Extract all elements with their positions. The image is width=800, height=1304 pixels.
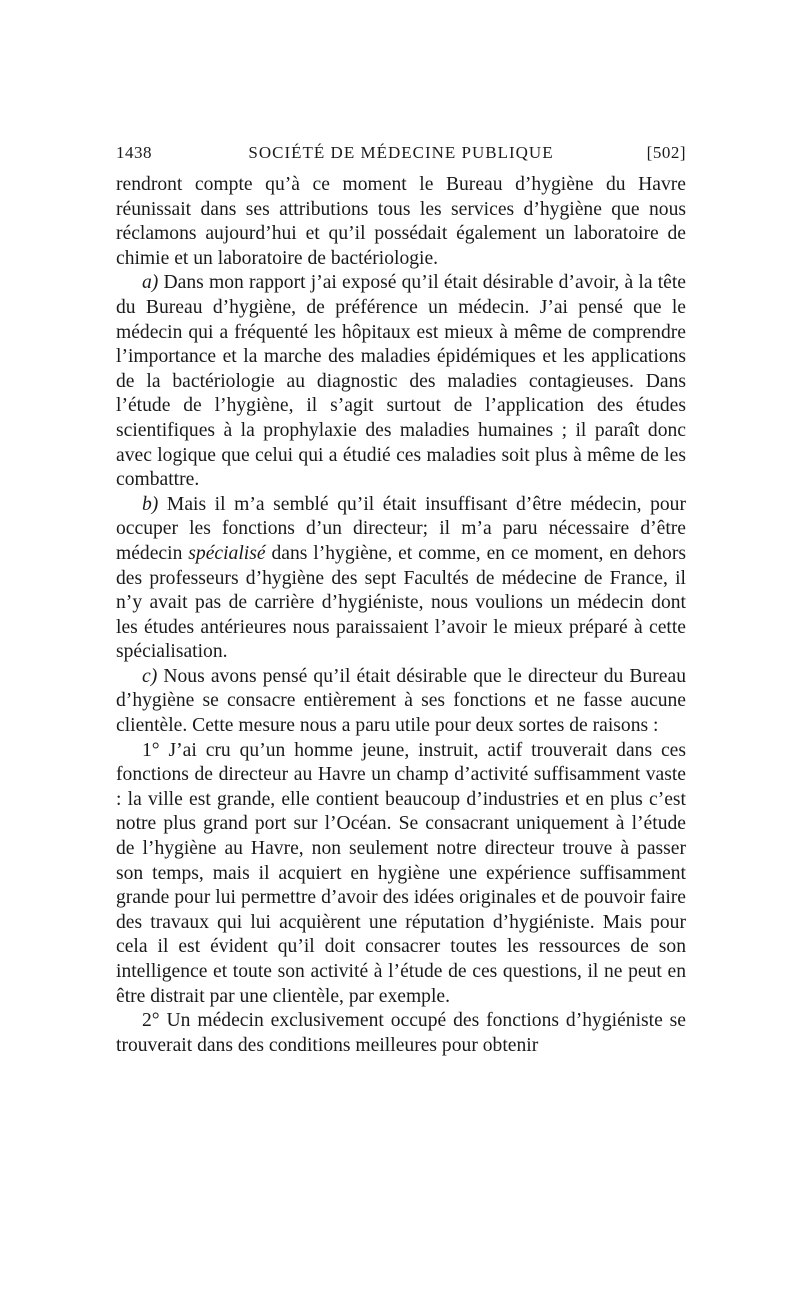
paragraph-text: dans l’hygiène, et comme, en ce moment, en dehors des professeurs d’hygiène des sept Facultés de médecine de France, il n’y avait pas de carrière d’hygiéniste, nous voulions un médecin dont les études antérieures nous paraissaient l’avoir le mieux préparé à cette spécialisation. [116, 542, 686, 663]
running-title: SOCIÉTÉ DE MÉDECINE PUBLIQUE [248, 143, 554, 162]
item-marker: a) [142, 272, 159, 294]
paragraph-c [116, 665, 686, 739]
running-header [116, 143, 686, 173]
paragraph-text: 1° J’ai cru qu’un homme jeune, instruit, actif trouverait dans ces fonctions de directeur au Havre un champ d’activité suffisamment vaste : la ville est grande, elle contient beaucoup d’industries et en plus c’est notre plus grand port sur l’Océan. Se consacrant uniquement à l’étude de l’hygiène au Havre, non seulement notre directeur trouve à passer son temps, mais il acquiert en hygiène une expérience suffisamment grande pour lui permettre d’avoir des idées originales et de pouvoir faire des travaux qui lui acquièrent une réputation d’hygiéniste. Mais pour cela il est évident qu’il doit consacrer toutes les ressources de son intelligence et toute son activité à l’étude de ces questions, il ne peut en être distrait par une clientèle, par exemple. [116, 739, 686, 1007]
page-number: 1438 [116, 143, 152, 162]
item-marker: b) [142, 493, 159, 515]
paragraph-text: Mais il m’a semblé qu’il était insuffisant d’être médecin, pour occuper les fonctions d’un directeur; il m’a paru nécessaire d’être médecin [116, 493, 686, 564]
book-page [116, 143, 686, 1058]
paragraph-text: Nous avons pensé qu’il était désirable que le directeur du Bureau d’hygiène se consacre entièrement à ses fonctions et ne fasse aucune clientèle. Cette mesure nous a paru utile pour deux sortes de raisons : [116, 665, 686, 737]
paragraph-continuation [116, 173, 686, 271]
paragraph-text: Dans mon rapport j’ai exposé qu’il était désirable d’avoir, à la tête du Bureau d’hygiène, de préférence un médecin. J’ai pensé que le médecin qui a fréquenté les hôpitaux est mieux à même de comprendre l’importance et la marche des maladies épidémiques et les applications de la bactériologie au diagnostic des maladies contagieuses. Dans l’étude de l’hygiène, il s’agit surtout de l’application des études scientifiques à la prophylaxie des maladies humaines ; il paraît donc avec logique que celui qui a étudié ces maladies soit plus à même de les combattre. [116, 272, 686, 491]
paragraph-text: rendront compte qu’à ce moment le Bureau d’hygiène du Havre réunissait dans ses attributions tous les services d’hygiène que nous réclamons aujourd’hui et qu’il possédait également un laboratoire de chimie et un laboratoire de bactériologie. [116, 174, 686, 269]
paragraph-point-2 [116, 1009, 686, 1058]
paragraph-b [116, 493, 686, 665]
paragraph-text: 2° Un médecin exclusivement occupé des fonctions d’hygiéniste se trouverait dans des conditions meilleures pour obtenir [116, 1010, 686, 1056]
item-marker: c) [142, 665, 158, 687]
paragraph-point-1 [116, 739, 686, 1010]
paragraph-a [116, 271, 686, 492]
emphasized-word: spécialisé [188, 542, 266, 564]
page-body [116, 173, 686, 1058]
bracket-page-number: [502] [646, 143, 686, 162]
